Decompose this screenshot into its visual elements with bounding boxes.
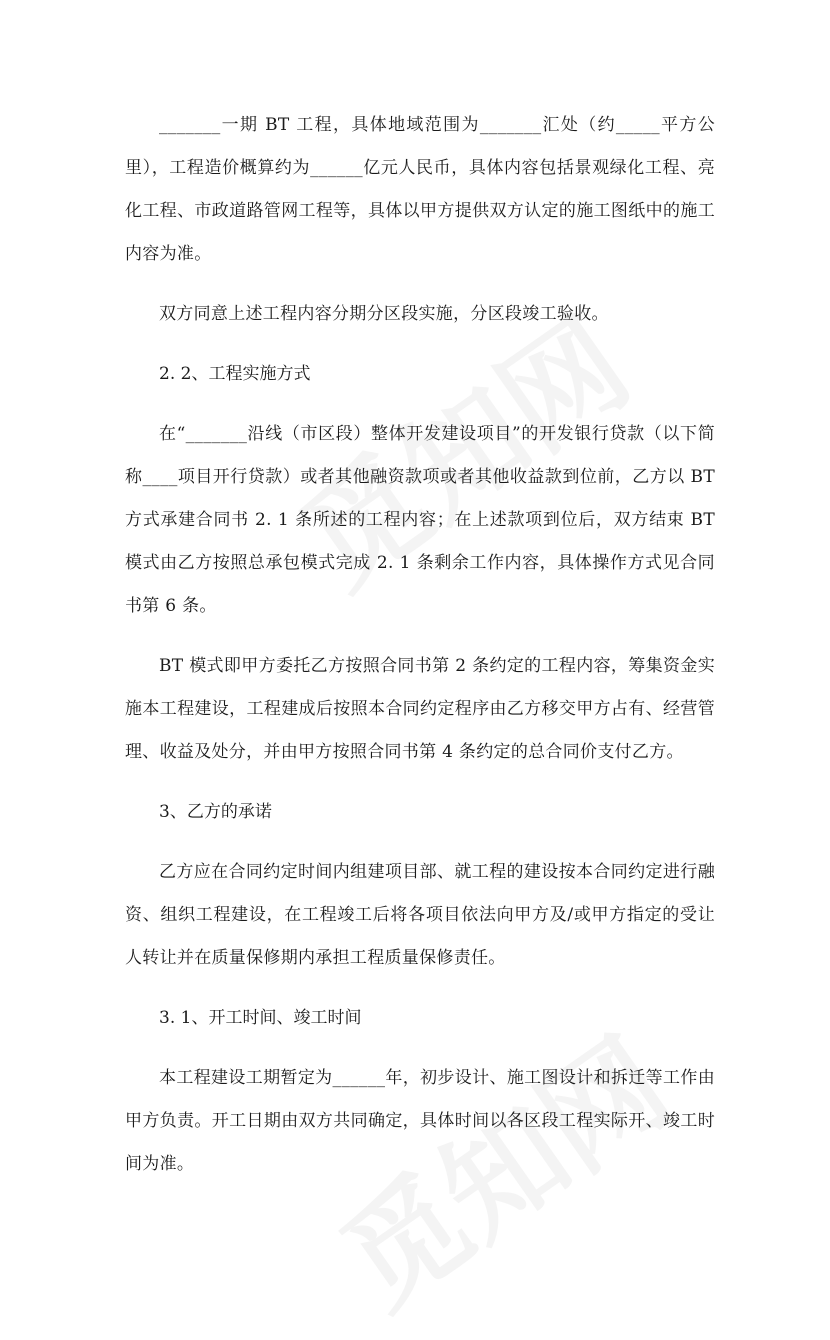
- section-heading-2-2: 2. 2、工程实施方式: [159, 364, 311, 384]
- paragraph-party-b-commitment: 乙方应在合同约定时间内组建项目部、就工程的建设按本合同约定进行融资、组织工程建设，在工程竣工后将各项目依法向甲方及/或甲方指定的受让人转让并在质量保修期内承担工程质量保修责任。: [125, 862, 715, 968]
- section-heading-3-1: 3. 1、开工时间、竣工时间: [159, 1008, 362, 1028]
- paragraph-phased-implementation: 双方同意上述工程内容分期分区段实施，分区段竣工验收。: [159, 304, 609, 324]
- paragraph-construction-period: 本工程建设工期暂定为______年，初步设计、施工图设计和拆迁等工作由甲方负责。开工日期由双方共同确定，具体时间以各区段工程实际开、竣工时间为准。: [125, 1068, 715, 1174]
- paragraph-project-scope: _______一期 BT 工程，具体地域范围为_______汇处（约_____平方公里），工程造价概算约为______亿元人民币，具体内容包括景观绿化工程、亮化工程、市政道路管网工程等，具体以甲方提供双方认定的施工图纸中的施工内容为准。: [125, 115, 715, 264]
- paragraph-implementation-method: 在“_______沿线（市区段）整体开发建设项目”的开发银行贷款（以下简称____项目开行贷款）或者其他融资款项或者其他收益款到位前，乙方以 BT 方式承建合同书 2. 1 条所述的工程内容；在上述款项到位后，双方结束 BT 模式由乙方按照总承包模式完成 2. 1 条剩余工作内容，具体操作方式见合同书第 6 条。: [125, 424, 715, 616]
- document-body: [125, 104, 715, 1186]
- section-heading-3: 3、乙方的承诺: [159, 802, 272, 822]
- paragraph-bt-mode: BT 模式即甲方委托乙方按照合同书第 2 条约定的工程内容，筹集资金实施本工程建设，工程建成后按照本合同约定程序由乙方移交甲方占有、经营管理、收益及处分，并由甲方按照合同书第 4 条约定的总合同价支付乙方。: [125, 656, 715, 762]
